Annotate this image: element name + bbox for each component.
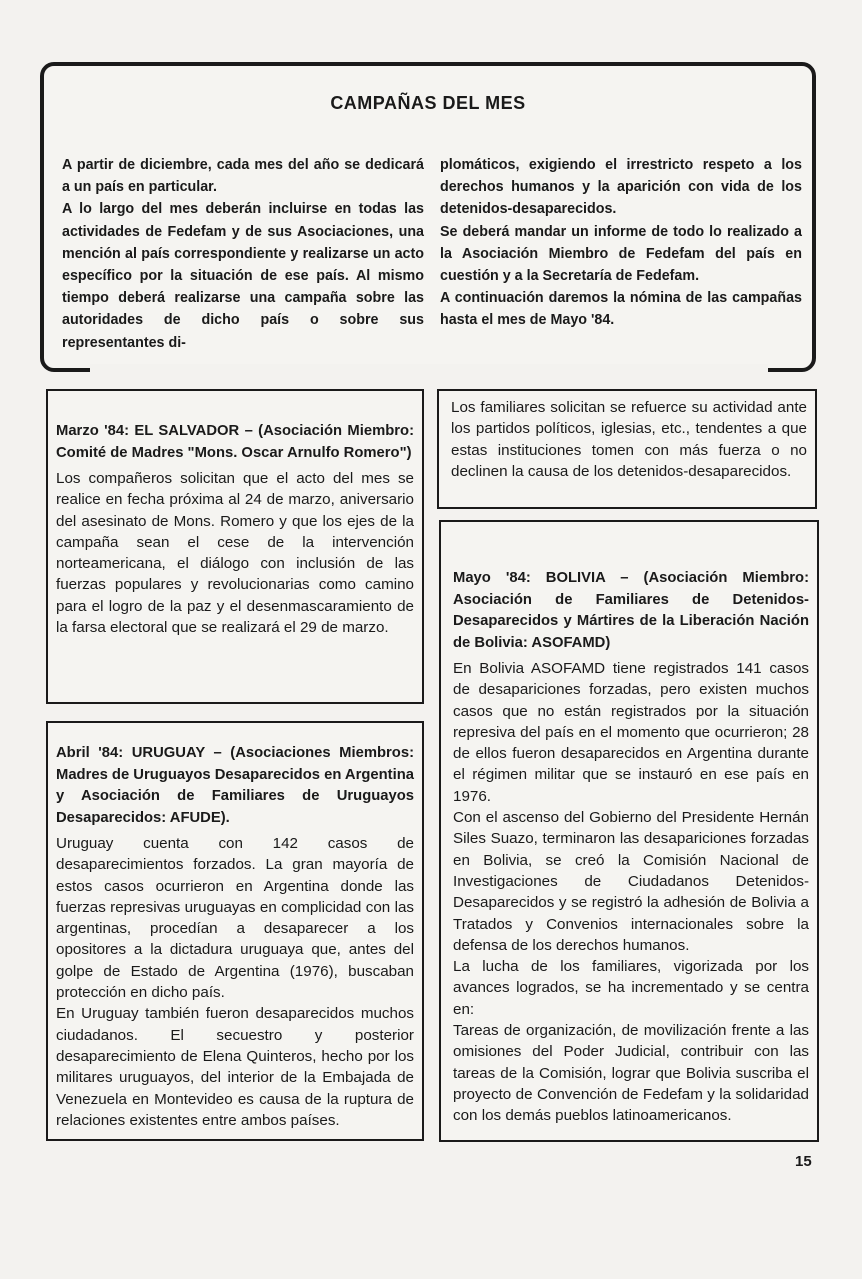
campaigns-header-box (40, 62, 816, 372)
article-body: Los compañeros solicitan que el acto del mes se realice en fecha próxima al 24 de marzo, aniversario del asesinato de Mons. Romero y que los ejes de la campaña sean el cese de la intervención norteamericana, el diálogo con inclusión de las fuerzas populares y revolucionarias como camino para el logro de la paz y el desenmascaramiento de la farsa electoral que se realizará el 29 de marzo. (56, 470, 414, 637)
intro-paragraph: A continuación daremos la nómina de las campañas hasta el mes de Mayo '84. (440, 290, 802, 329)
article-paragraph: En Bolivia ASOFAMD tiene registrados 141 casos de desapariciones forzadas, pero existen muchos casos que no están registrados por la situación represiva del país en el momento que ocurrieron; 28 de ellos fueron desaparecidos en Argentina durante el régimen militar que se instauró en ese país en 1976. (453, 660, 809, 805)
intro-paragraph: plomáticos, exigiendo el irrestricto respeto a los derechos humanos y la aparición con vida de los detenidos-desaparecidos. (440, 157, 802, 218)
article-heading: Abril '84: URUGUAY – (Asociaciones Miembros: Madres de Uruguayos Desaparecidos en Argentina y Asociación de Familiares de Uruguayos Desaparecidos: AFUDE). (56, 745, 414, 826)
intro-paragraph: A lo largo del mes deberán incluirse en todas las actividades de Fedefam y de sus Asociaciones, una mención al país correspondiente y realizarse un acto específico por la situación de ese país. Al mismo tiempo deberá realizarse una campaña sobre las autoridades de dicho país o sobre sus representantes di- (62, 201, 424, 351)
article-heading: Marzo '84: EL SALVADOR – (Asociación Miembro: Comité de Madres "Mons. Oscar Arnulfo Romero") (56, 423, 414, 461)
section-title: CAMPAÑAS DEL MES (330, 93, 526, 113)
intro-paragraph: A partir de diciembre, cada mes del año se dedicará a un país en particular. (62, 157, 424, 196)
abril-article (46, 721, 424, 1141)
article-paragraph: Con el ascenso del Gobierno del Presidente Hernán Siles Suazo, terminaron las desapariciones forzadas en Bolivia, se creó la Comisión Nacional de Investigaciones de Ciudadanos Detenidos-Desaparecidos y se registró la adhesión de Bolivia a Tratados y Convenios internacionales sobre la defensa de los derechos humanos. (453, 809, 809, 954)
intro-column-left (62, 154, 424, 354)
intro-paragraph: Se deberá mandar un informe de todo lo realizado a la Asociación Miembro de Fedefam del país en cuestión y a la Secretaría de Fedefam. (440, 223, 802, 285)
intro-column-right (440, 154, 802, 332)
article-paragraph: La lucha de los familiares, vigorizada por los avances logrados, se ha incrementado y se centra en: (453, 958, 809, 1018)
article-paragraph: Uruguay cuenta con 142 casos de desaparecimientos forzados. La gran mayoría de estos casos ocurrieron en Argentina donde las fuerzas represivas uruguayas en complicidad con las argentinas, procedían a desaparecer a los opositores a la dictadura uruguaya que, antes del golpe de Estado de Argentina (1976), buscaban protección en dicho país. (56, 835, 414, 1002)
marzo-article (46, 389, 424, 704)
page-number: 15 (795, 1153, 812, 1170)
familiares-article (437, 389, 817, 509)
article-body: Los familiares solicitan se refuerce su actividad ante los partidos políticos, iglesias, etc., tendentes a que estas instituciones tomen con más fuerza o no declinen la causa de los detenidos-desaparecidos. (451, 399, 807, 480)
article-heading: Mayo '84: BOLIVIA – (Asociación Miembro: Asociación de Familiares de Detenidos-Desaparecidos y Mártires de la Liberación Nación de Bolivia: ASOFAMD) (453, 570, 809, 651)
article-paragraph: En Uruguay también fueron desaparecidos muchos ciudadanos. El secuestro y posterior desaparecimiento de Elena Quinteros, hecho por los militares uruguayos, del interior de la Embajada de Venezuela en Montevideo es causa de la ruptura de relaciones existentes entre ambos países. (56, 1005, 414, 1129)
article-paragraph: Tareas de organización, de movilización frente a las omisiones del Poder Judicial, contribuir con las tareas de la Comisión, lograr que Bolivia suscriba el proyecto de Convención de Fedefam y la solidaridad con los demás pueblos latinoamericanos. (453, 1022, 809, 1125)
mayo-article (439, 520, 819, 1142)
